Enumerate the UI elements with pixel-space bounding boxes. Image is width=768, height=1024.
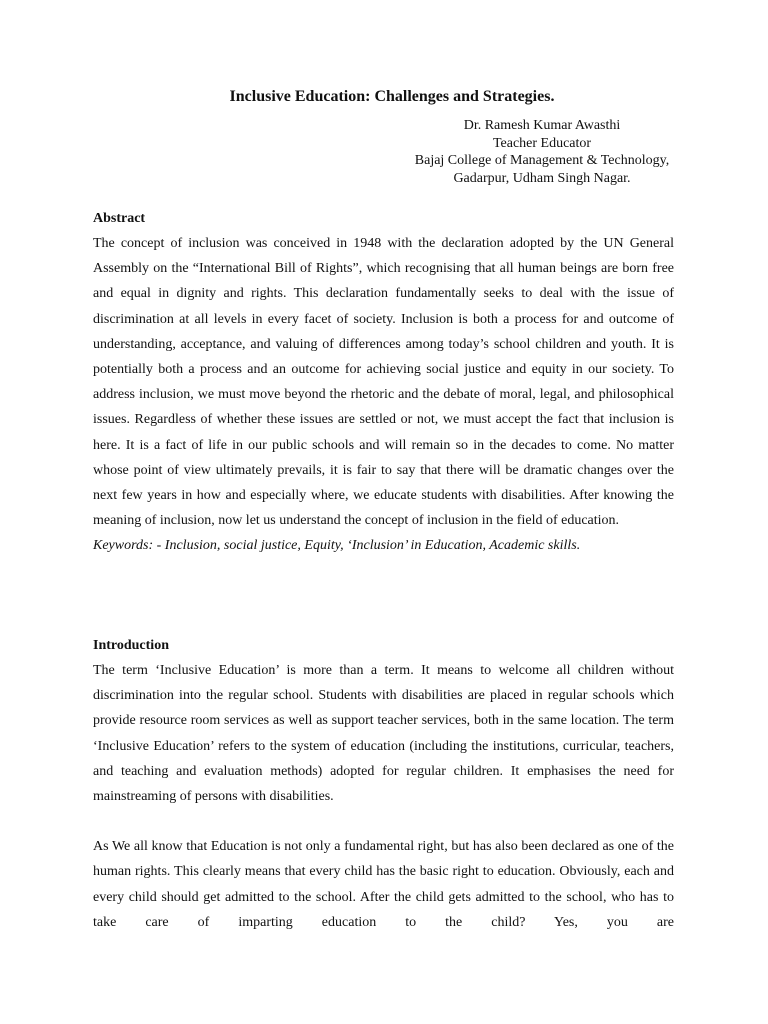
author-block xyxy=(340,117,744,187)
introduction-paragraph-2: As We all know that Education is not only a fundamental right, but has also been declared as one of the human rights. This clearly means that every child has the basic right to education. Obviously, each and every child should get admitted to the school. After the child gets admitted to the school, who has to take care of imparting education to the child? Yes, you are xyxy=(93,839,674,930)
abstract-body: The concept of inclusion was conceived in 1948 with the declaration adopted by the UN General Assembly on the “International Bill of Rights”, which recognising that all human beings are born free and equal in dignity and rights. This declaration fundamentally seeks to deal with the issue of discrimination at all levels in every facet of society. Inclusion is both a process for and outcome of understanding, acceptance, and valuing of differences among today’s school children and youth. It is potentially both a process and an outcome for achieving social justice and equity in our society. To address inclusion, we must move beyond the rhetoric and the debate of moral, legal, and philosophical issues. Regardless of whether these issues are settled or not, we must accept the fact that inclusion is here. It is a fact of life in our public schools and will remain so in the decades to come. No matter whose point of view ultimately prevails, it is fair to say that there will be dramatic changes over the next few years in how and especially where, we educate students with disabilities. After knowing the meaning of inclusion, now let us understand the concept of inclusion in the field of education. xyxy=(93,236,674,529)
author-name: Dr. Ramesh Kumar Awasthi xyxy=(463,118,621,133)
introduction-heading: Introduction xyxy=(93,638,169,653)
author-institution: Bajaj College of Management & Technology, xyxy=(414,153,670,168)
introduction-section xyxy=(93,633,674,935)
abstract-heading: Abstract xyxy=(93,211,146,226)
keywords: Keywords: - Inclusion, social justice, Equity, ‘Inclusion’ in Education, Academic skills. xyxy=(93,538,581,554)
author-role: Teacher Educator xyxy=(492,135,592,151)
author-location: Gadarpur, Udham Singh Nagar. xyxy=(453,170,631,186)
paper-title: Inclusive Education: Challenges and Strategies. xyxy=(229,88,555,105)
introduction-paragraph-1: The term ‘Inclusive Education’ is more than a term. It means to welcome all children without discrimination into the regular school. Students with disabilities are placed in regular schools which provide resource room services as well as support teacher services, both in the same location. The term ‘Inclusive Education’ refers to the system of education (including the institutions, curricular, teachers, and teaching and evaluation methods) adopted for regular children. It emphasises the need for mainstreaming of persons with disabilities. xyxy=(93,663,674,805)
abstract-section xyxy=(93,206,674,558)
